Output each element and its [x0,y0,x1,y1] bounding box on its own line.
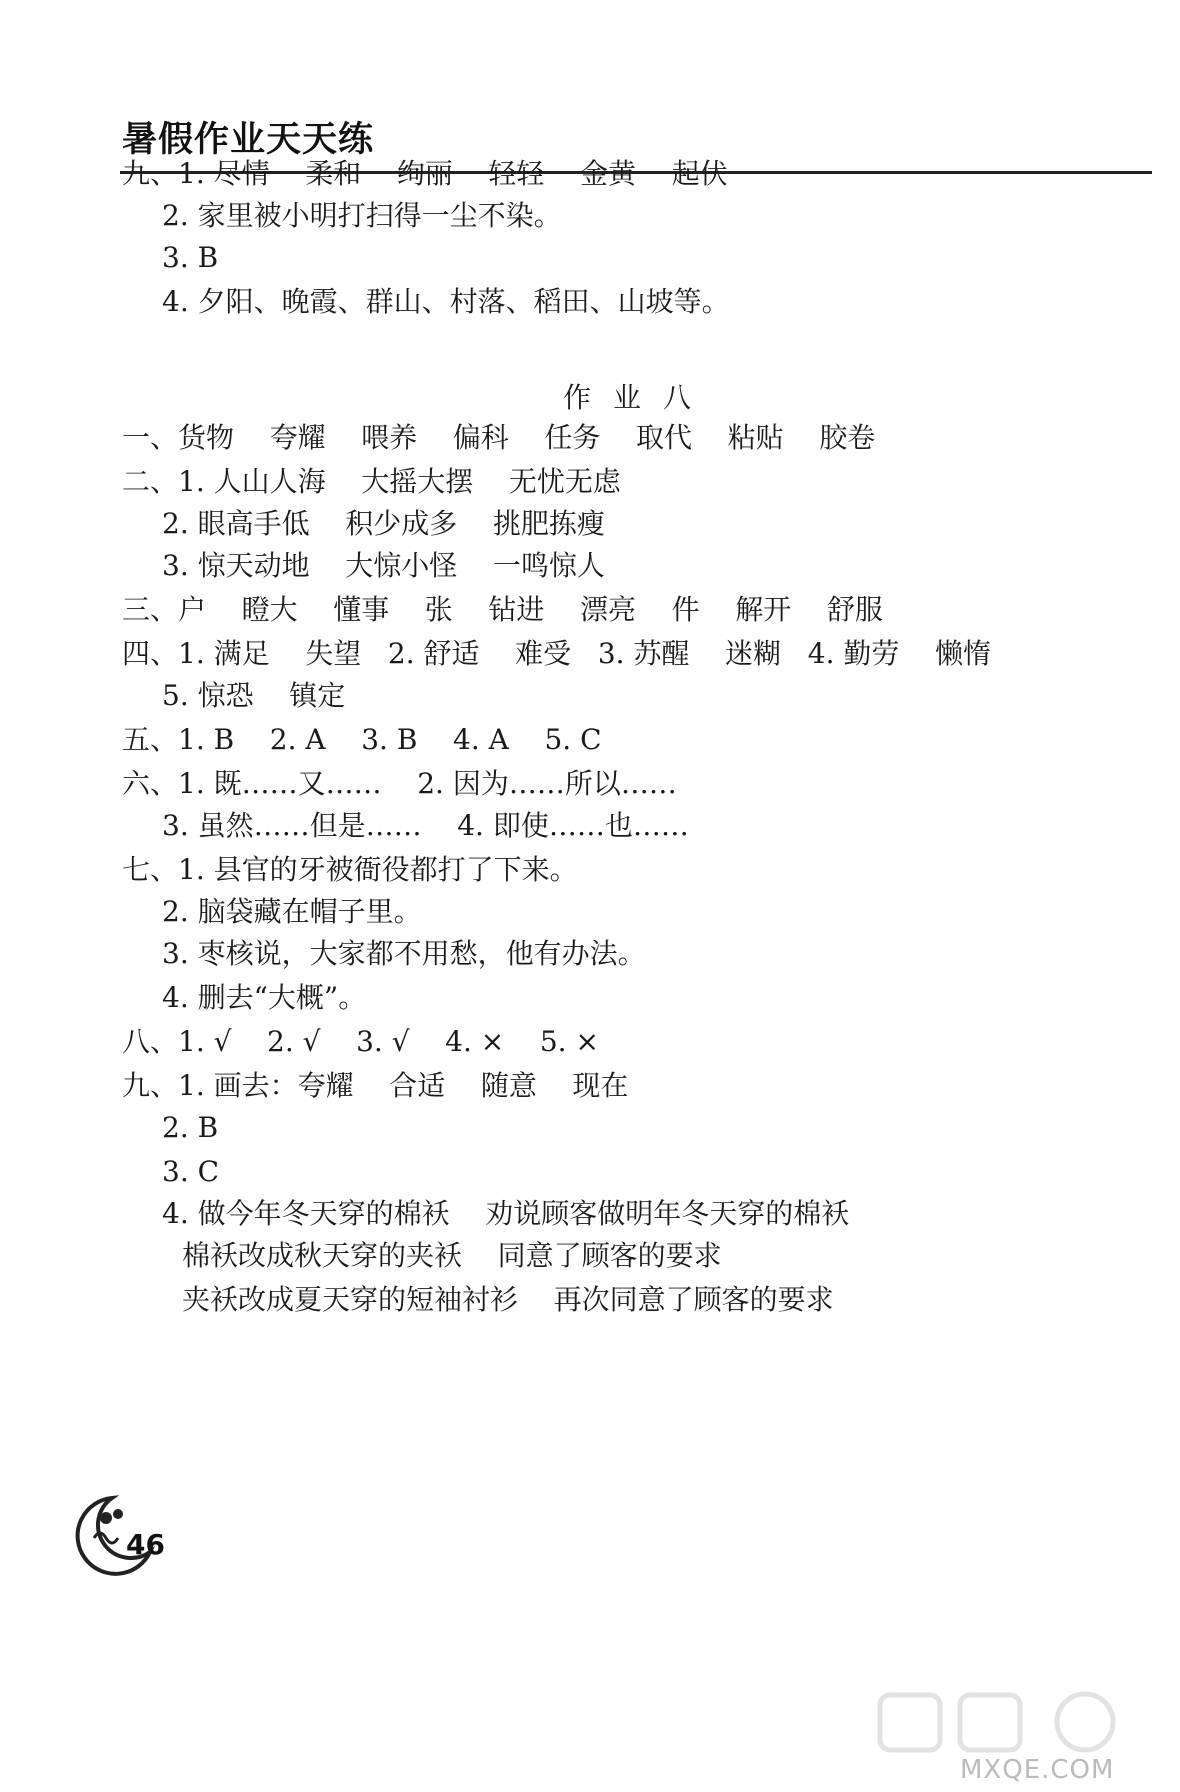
answer-line: 一、货物 夸耀 喂养 偏科 任务 取代 粘贴 胶卷 [122,421,876,454]
answer-line: 2. 脑袋藏在帽子里。 [162,895,422,928]
watermark-text: MXQE.COM [960,1755,1115,1785]
answer-line: 4. 夕阳、晚霞、群山、村落、稻田、山坡等。 [162,285,730,318]
answer-line: 二、1. 人山人海 大摇大摆 无忧无虑 [122,465,621,498]
answer-line: 夹袄改成夏天穿的短袖衬衫 再次同意了顾客的要求 [182,1283,834,1316]
answer-line: 2. 家里被小明打扫得一尘不染。 [162,199,562,232]
section-title: 作业八 [563,381,714,414]
page-header-title: 暑假作业天天练 [122,120,375,160]
answer-line: 2. B [162,1111,219,1144]
answer-line: 棉袄改成秋天穿的夹袄 同意了顾客的要求 [182,1239,722,1272]
answer-line: 七、1. 县官的牙被衙役都打了下来。 [122,853,578,886]
answer-line: 八、1. √ 2. √ 3. √ 4. × 5. × [122,1025,599,1058]
page-number: 46 [126,1528,165,1561]
answer-line: 九、1. 画去：夸耀 合适 随意 现在 [122,1069,629,1102]
answer-line: 5. 惊恐 镇定 [162,679,346,712]
answer-line: 六、1. 既……又…… 2. 因为……所以…… [122,767,677,800]
answer-line: 3. C [162,1155,220,1188]
answer-line: 3. B [162,241,219,274]
answer-line: 五、1. B 2. A 3. B 4. A 5. C [122,723,602,756]
answer-line: 3. 惊天动地 大惊小怪 一鸣惊人 [162,549,605,582]
answer-line: 2. 眼高手低 积少成多 挑肥拣瘦 [162,507,605,540]
answer-line: 三、户 瞪大 懂事 张 钻进 漂亮 件 解开 舒服 [122,593,883,626]
answer-line: 4. 删去“大概”。 [162,981,367,1014]
answer-line: 四、1. 满足 失望 2. 舒适 难受 3. 苏醒 迷糊 4. 勤劳 懒惰 [122,637,991,670]
answer-line: 3. 虽然……但是…… 4. 即使……也…… [162,809,689,842]
answer-line: 4. 做今年冬天穿的棉袄 劝说顾客做明年冬天穿的棉袄 [162,1197,850,1230]
answer-line: 3. 枣核说，大家都不用愁，他有办法。 [162,937,646,970]
answer-line: 九、1. 尽情 柔和 绚丽 轻轻 金黄 起伏 [122,157,728,190]
